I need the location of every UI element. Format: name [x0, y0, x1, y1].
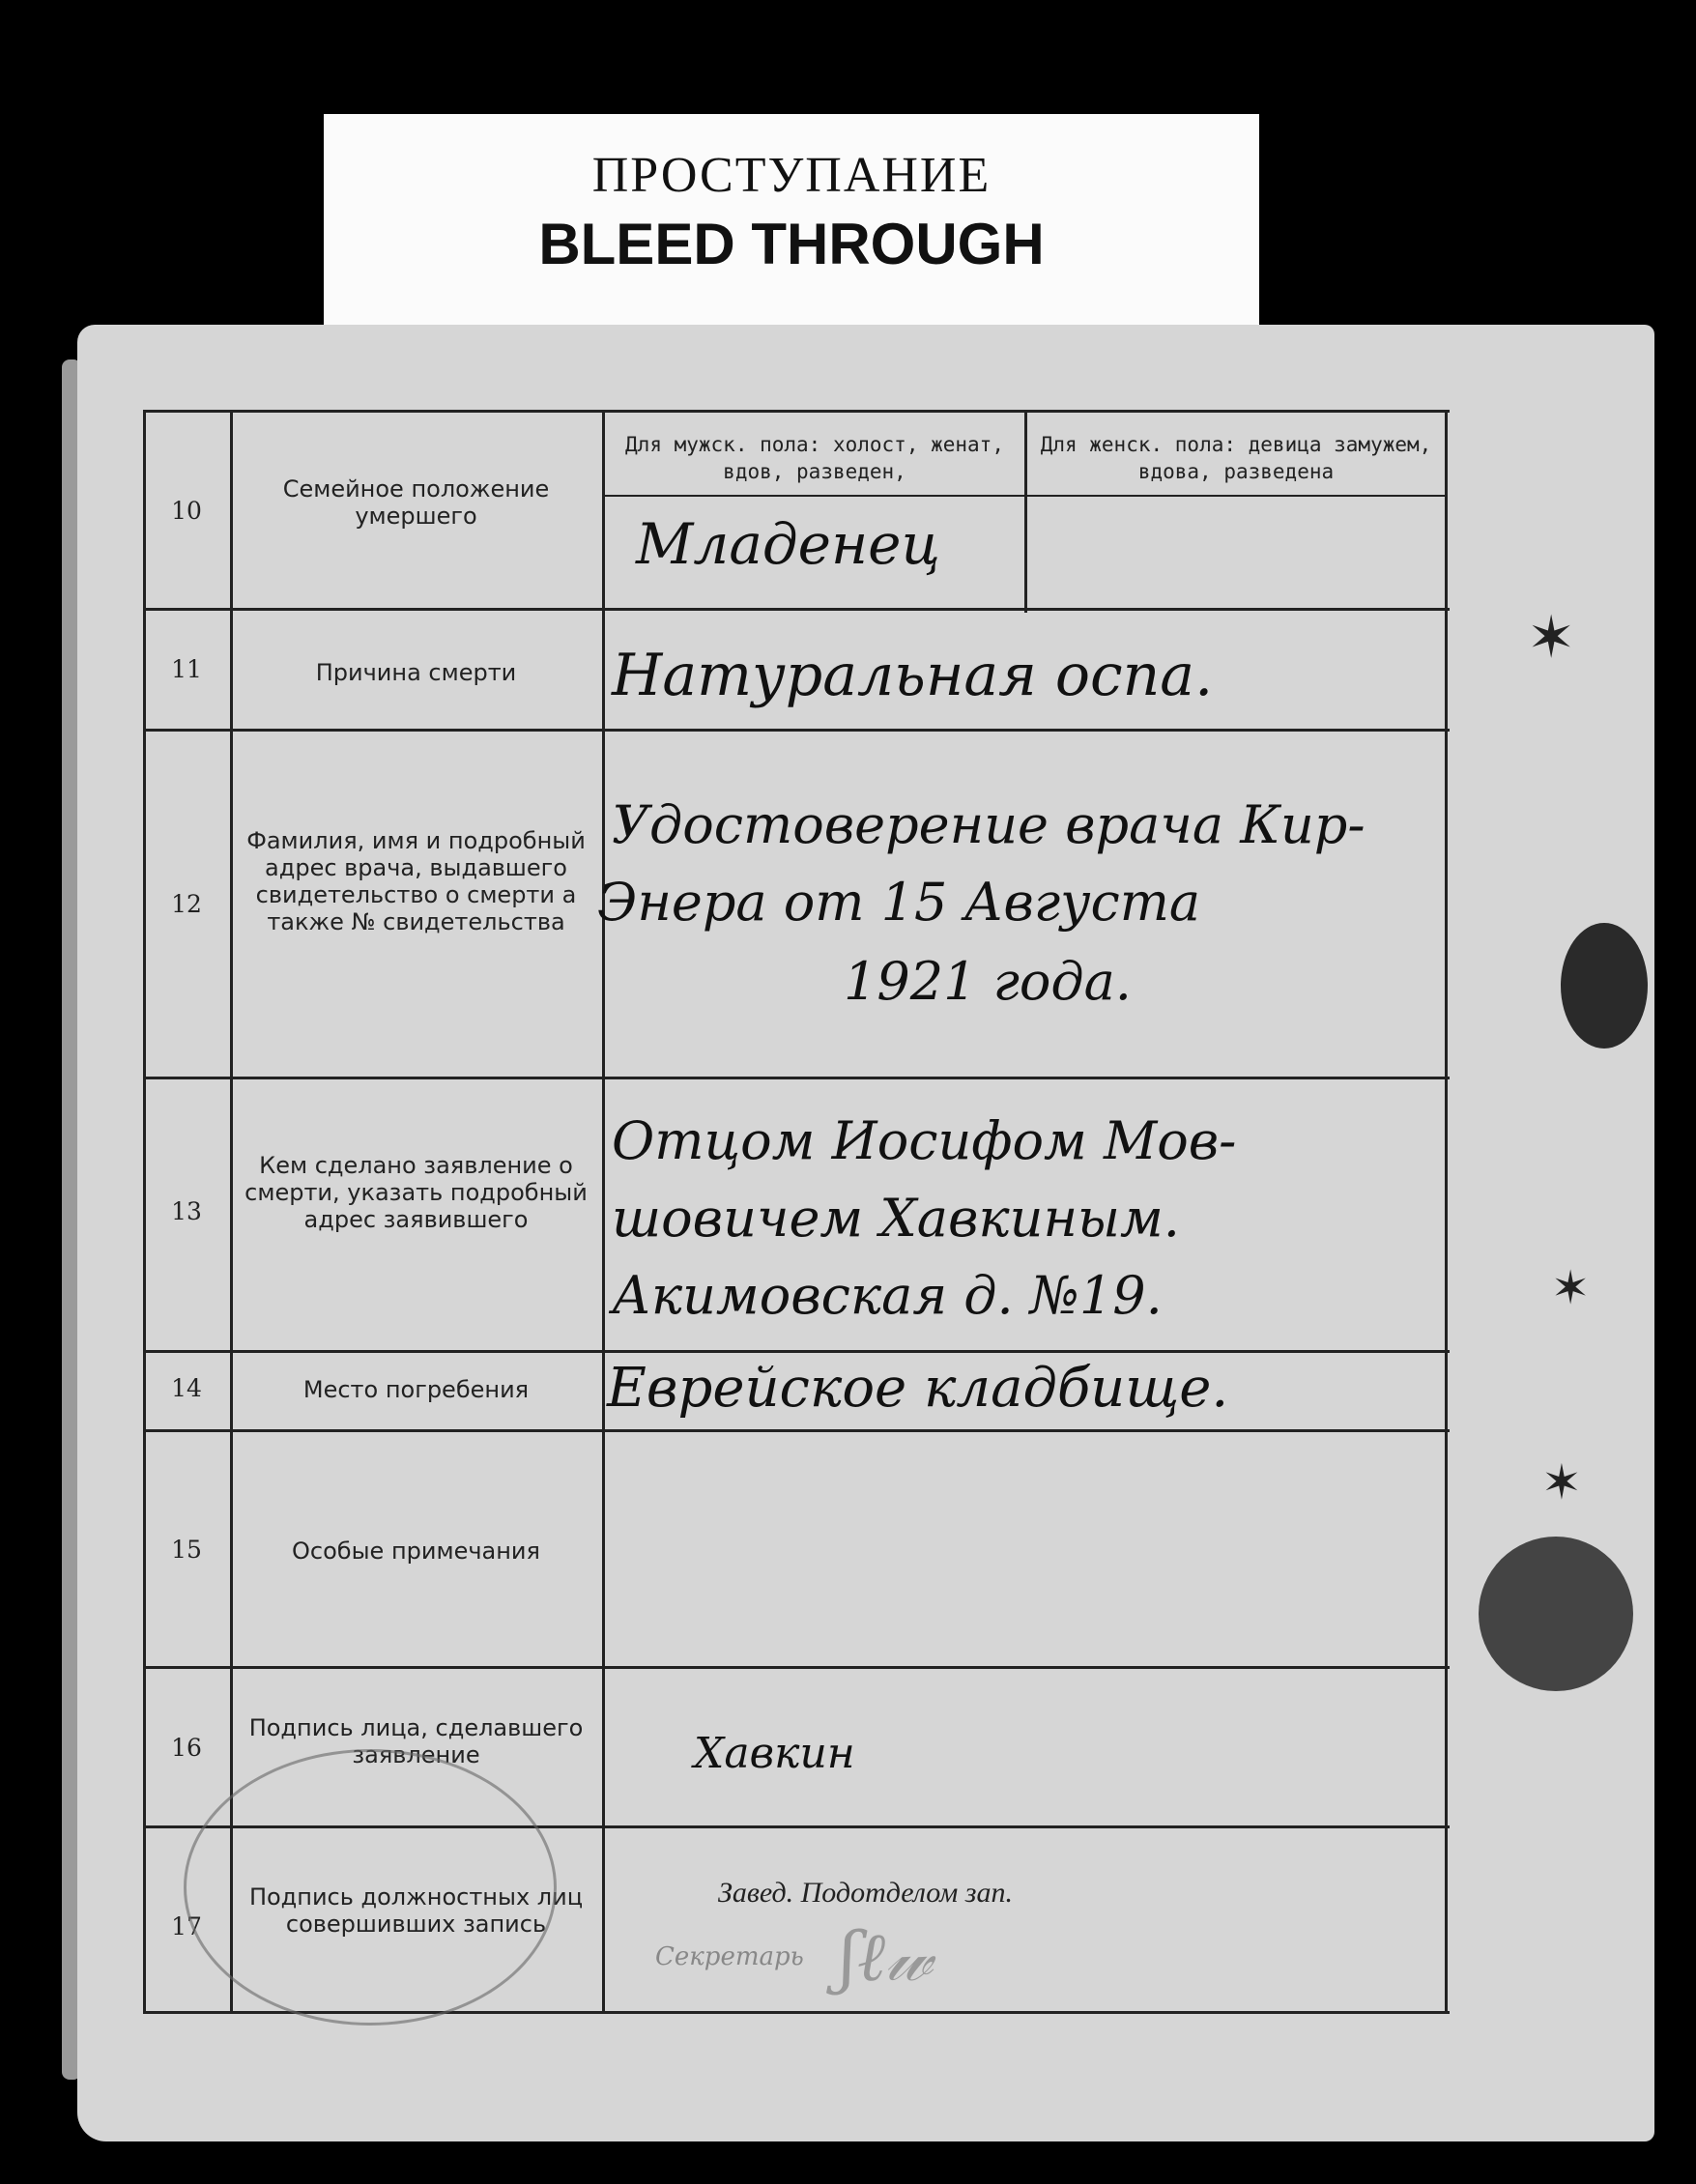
field-label: Подпись лица, сделавшего заявление — [248, 1714, 584, 1768]
cause-of-death-value: Натуральная оспа. — [612, 642, 1214, 709]
doctor-value-line-1: Удостоверение врача Кир- — [612, 794, 1365, 855]
row-border — [143, 1077, 1450, 1079]
tear-mark: ✶ — [1551, 1261, 1591, 1315]
row-border — [143, 1429, 1450, 1432]
bleed-through-label-card — [324, 114, 1259, 331]
male-status-header: Для мужск. пола: холост, женат, вдов, разведен, — [625, 433, 1004, 483]
marital-status-value: Младенец — [636, 511, 940, 577]
secretary-faded-text: Секретарь — [655, 1942, 804, 1971]
row-number: 12 — [171, 890, 202, 918]
doctor-value-line-3: 1921 года. — [844, 951, 1132, 1012]
field-label: Место погребения — [302, 1376, 530, 1403]
ink-blot — [1479, 1537, 1633, 1691]
declarant-value-line-3: Акимовская д. №19. — [612, 1265, 1163, 1326]
label-english: BLEED THROUGH — [538, 212, 1045, 276]
declarant-value-line-2: шовичем Хавкиным. — [612, 1188, 1180, 1249]
row-number: 15 — [171, 1536, 202, 1564]
declarant-value-line-1: Отцом Иосифом Мов- — [612, 1110, 1237, 1171]
row-border — [143, 410, 1450, 413]
declarant-signature: Хавкин — [694, 1729, 855, 1778]
tear-mark: ✶ — [1527, 604, 1576, 672]
round-stamp — [184, 1749, 557, 2026]
row-number: 14 — [171, 1374, 202, 1402]
row-border — [143, 1666, 1450, 1669]
faded-signature-scribble: ʃℓ𝓌 — [839, 1917, 933, 1997]
officials-signature-caption: Завед. Подотделом зап. — [718, 1877, 1013, 1909]
row-number: 13 — [171, 1197, 202, 1225]
field-label: Особые примечания — [292, 1537, 540, 1565]
burial-place-value: Еврейское кладбище. — [607, 1357, 1229, 1420]
row-number: 11 — [171, 655, 202, 683]
row-number: 17 — [171, 1912, 202, 1940]
field-label: Подпись должностных лиц совершивших запись — [248, 1883, 584, 1938]
female-status-header: Для женск. пола: девица замужем, вдова, разведена — [1040, 433, 1432, 483]
grid-line — [602, 410, 605, 2014]
subheader-border — [602, 495, 1448, 497]
grid-line — [230, 410, 233, 2014]
field-label: Семейное положение умершего — [282, 475, 550, 530]
row-number: 10 — [171, 497, 202, 525]
row-border — [143, 729, 1450, 732]
label-russian: ПРОСТУПАНИЕ — [591, 148, 992, 203]
row-number: 16 — [171, 1734, 202, 1762]
field-label: Причина смерти — [315, 659, 517, 686]
ink-blot — [1561, 923, 1648, 1049]
field-label: Кем сделано заявление о смерти, указать подробный адрес заявившего — [244, 1152, 588, 1233]
grid-line — [1445, 410, 1448, 2014]
tear-mark: ✶ — [1541, 1454, 1582, 1510]
grid-line — [1024, 410, 1027, 613]
field-label: Фамилия, имя и подробный адрес врача, выдавшего свидетельство о смерти а также № свидетельства — [246, 827, 586, 935]
row-border — [143, 1350, 1450, 1353]
doctor-value-line-2: Энера от 15 Августа — [597, 872, 1201, 933]
row-border — [143, 608, 1450, 611]
